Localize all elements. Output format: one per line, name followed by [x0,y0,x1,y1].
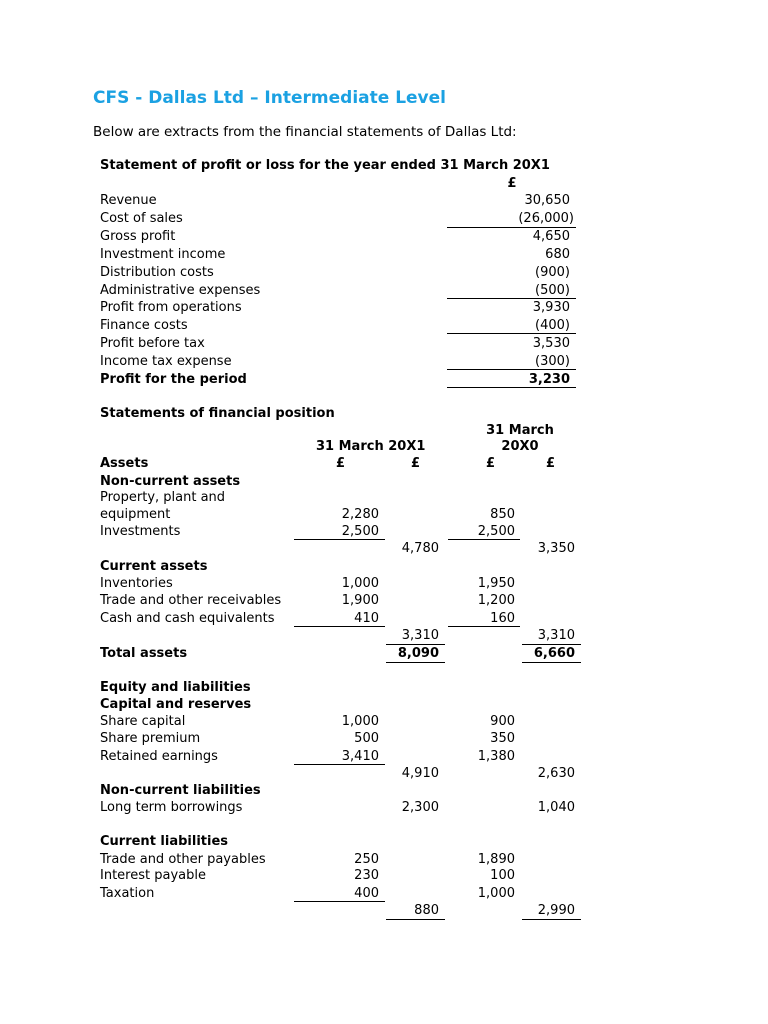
pl-row-value: (900) [535,265,570,280]
cl-row-x0: 1,000 [477,886,515,901]
rule [294,764,385,765]
ca-row-label: Cash and cash equivalents [100,611,275,626]
eq-heading: Equity and liabilities [100,680,251,695]
rule [447,298,576,299]
pl-row-label: Revenue [100,193,157,208]
eq-total-x0: 2,630 [537,766,575,781]
pl-row-label: Cost of sales [100,211,183,226]
pl-row-value: 4,650 [532,229,570,244]
pl-row-value: (500) [535,283,570,298]
pl-row-value: 3,930 [532,300,570,315]
eq-row-x0: 350 [490,731,515,746]
currency-x0-a: £ [486,456,496,471]
ca-row-x1: 1,900 [341,593,379,608]
eq-row-x0: 900 [490,714,515,729]
ltb-x1: 2,300 [401,800,439,815]
rule [294,901,385,902]
total-assets-x1: 8,090 [397,646,439,661]
pl-row-label: Investment income [100,247,226,262]
ca-row-label: Inventories [100,576,173,591]
eq-row-label: Retained earnings [100,749,218,764]
ca-total-x0: 3,310 [537,628,575,643]
rule [386,662,445,663]
pl-row-value: (300) [535,354,570,369]
page-title: CFS - Dallas Ltd – Intermediate Level [93,88,446,108]
ppe-x1: 2,280 [341,507,379,522]
currency-x1-b: £ [411,456,421,471]
ca-total-x1: 3,310 [401,628,439,643]
ca-row-x1: 410 [354,611,379,626]
ca-row-x0: 1,200 [477,593,515,608]
pl-row-value: 30,650 [524,193,570,208]
pl-row-label: Profit before tax [100,336,205,351]
pl-row-label: Finance costs [100,318,188,333]
assets-heading: Assets [100,456,149,471]
ca-heading: Current assets [100,559,208,574]
pl-row-value: 3,530 [532,336,570,351]
eq-row-label: Share premium [100,731,201,746]
cl-row-label: Taxation [100,886,155,901]
rule [448,539,520,540]
eq-row-x1: 1,000 [341,714,379,729]
rule [448,626,520,627]
col-x1-heading: 31 March 20X1 [316,439,426,454]
ca-row-label: Trade and other receivables [100,593,282,608]
ltb-x0: 1,040 [537,800,575,815]
ca-row-x0: 160 [490,611,515,626]
pl-row-label: Administrative expenses [100,283,261,298]
total-assets-x0: 6,660 [533,646,575,661]
ca-row-x1: 1,000 [341,576,379,591]
rule [386,919,445,920]
ltb-label: Long term borrowings [100,800,243,815]
currency-x0-b: £ [546,456,556,471]
nca-total-x0: 3,350 [537,541,575,556]
rule [294,626,385,627]
pl-row-label: Profit for the period [100,372,247,387]
pl-row-label: Gross profit [100,229,176,244]
inv-x0: 2,500 [477,524,515,539]
pl-row-value: (26,000) [518,211,574,226]
total-assets-label: Total assets [100,646,188,661]
pl-row-label: Distribution costs [100,265,214,280]
pl-row-value: (400) [535,318,570,333]
cl-row-label: Interest payable [100,868,206,883]
cl-heading: Current liabilities [100,834,229,849]
ppe-label-1: Property, plant and [100,490,226,505]
ncl-heading: Non-current liabilities [100,783,261,798]
cr-heading: Capital and reserves [100,697,252,712]
cl-row-x0: 1,890 [477,852,515,867]
nca-total-x1: 4,780 [401,541,439,556]
pl-row-label: Profit from operations [100,300,242,315]
cl-row-x0: 100 [490,868,515,883]
rule [522,919,581,920]
rule [522,662,581,663]
pl-row-label: Income tax expense [100,354,232,369]
cl-row-x1: 400 [354,886,379,901]
pl-currency: £ [507,176,517,191]
cl-total-x1: 880 [414,903,439,918]
ppe-label-2: equipment [100,507,171,522]
ppe-x0: 850 [490,507,515,522]
rule [447,387,576,388]
pl-row-value: 680 [545,247,570,262]
rule [294,539,385,540]
inv-x1: 2,500 [341,524,379,539]
eq-row-label: Share capital [100,714,186,729]
cl-row-x1: 250 [354,852,379,867]
eq-row-x1: 500 [354,731,379,746]
sfp-heading: Statements of financial position [100,406,335,421]
cl-total-x0: 2,990 [537,903,575,918]
col-x0-heading-1: 31 March [486,423,554,438]
rule [447,333,576,334]
pl-heading: Statement of profit or loss for the year ended 31 March 20X1 [100,158,550,173]
eq-total-x1: 4,910 [401,766,439,781]
currency-x1-a: £ [336,456,346,471]
rule [447,369,576,370]
col-x0-heading-2: 20X0 [501,439,539,454]
inv-label: Investments [100,524,181,539]
cl-row-x1: 230 [354,868,379,883]
pl-row-value: 3,230 [528,372,570,387]
eq-row-x0: 1,380 [477,749,515,764]
ca-row-x0: 1,950 [477,576,515,591]
nca-heading: Non-current assets [100,474,241,489]
intro-text: Below are extracts from the financial statements of Dallas Ltd: [93,124,517,140]
rule [447,227,576,228]
eq-row-x1: 3,410 [341,749,379,764]
cl-row-label: Trade and other payables [100,852,266,867]
